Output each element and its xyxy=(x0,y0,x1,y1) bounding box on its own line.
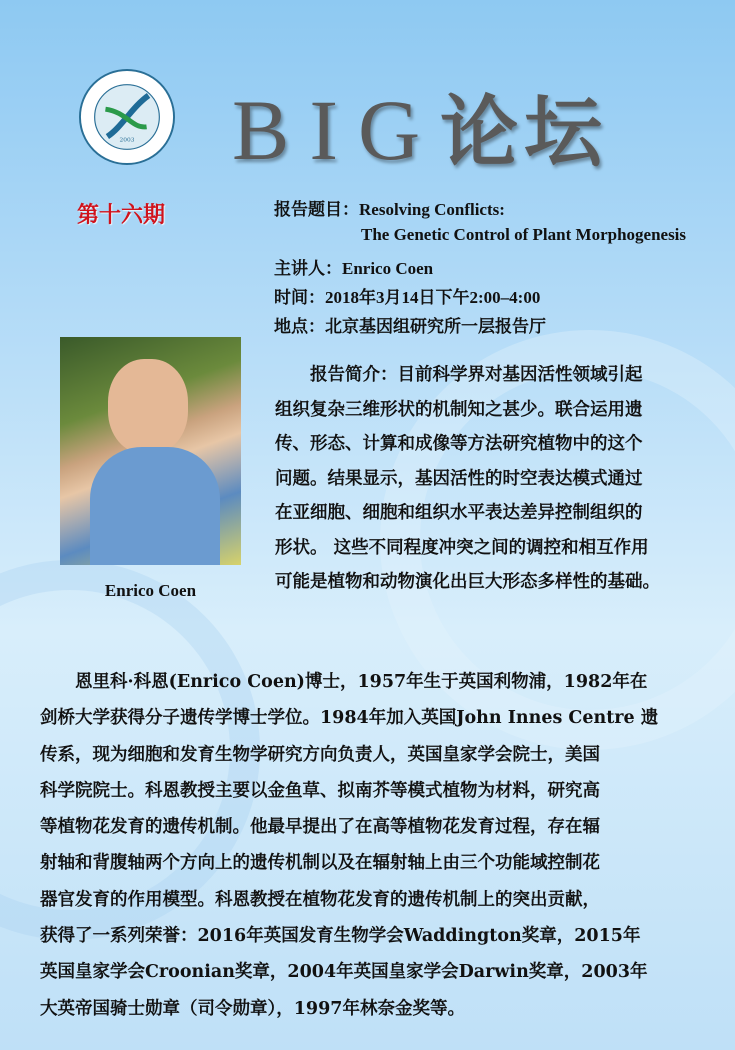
abstract-line: 可能是植物和动物演化出巨大形态多样性的基础。 xyxy=(275,572,660,592)
speaker-label: 主讲人： xyxy=(274,259,342,278)
abstract-line: 传、形态、计算和成像等方法研究植物中的这个 xyxy=(275,434,643,454)
bio-line: 等植物花发育的遗传机制。他最早提出了在高等植物花发育过程，存在辐 xyxy=(40,817,600,838)
speaker-photo xyxy=(60,337,241,565)
bio-line: 英国皇家学会Croonian奖章，2004年英国皇家学会Darwin奖章，2003年 xyxy=(40,962,648,983)
title-latin: BIG xyxy=(232,82,441,178)
abstract-line: 报告简介：目前科学界对基因活性领域引起 xyxy=(275,365,643,385)
topic-line2: The Genetic Control of Plant Morphogenesis xyxy=(361,225,687,244)
bio-line: 剑桥大学获得分子遗传学博士学位。1984年加入英国John Innes Centre 遗 xyxy=(40,708,659,729)
time-value: 2018年3月14日下午2:00–4:00 xyxy=(325,288,541,307)
logo-year: 2003 xyxy=(119,137,135,144)
title-cn: 论坛 xyxy=(440,88,609,178)
bio-line: 射轴和背腹轴两个方向上的遗传机制以及在辐射轴上由三个功能域控制花 xyxy=(40,853,600,874)
abstract-line: 形状。 这些不同程度冲突之间的调控和相互作用 xyxy=(275,537,649,558)
place-row xyxy=(274,312,546,337)
speaker-row xyxy=(274,254,433,279)
place-label: 地点： xyxy=(274,317,325,336)
institute-logo xyxy=(78,68,176,166)
topic-label: 报告题目： xyxy=(274,200,359,219)
bio-line: 恩里科·科恩(Enrico Coen)博士，1957年生于英国利物浦，1982年在 xyxy=(40,672,648,692)
issue-number: 第十六期 xyxy=(77,203,166,228)
photo-caption: Enrico Coen xyxy=(104,581,197,600)
bio-line: 传系，现为细胞和发育生物学研究方向负责人，英国皇家学会院士，美国 xyxy=(40,744,600,765)
time-row xyxy=(274,283,540,308)
abstract xyxy=(275,358,695,600)
shirt-shape xyxy=(90,447,220,565)
abstract-line: 组织复杂三维形状的机制知之甚少。联合运用遗 xyxy=(275,399,643,420)
abstract-line: 问题。结果显示，基因活性的时空表达模式通过 xyxy=(275,468,643,489)
time-label: 时间： xyxy=(274,288,325,307)
bio-line: 器官发育的作用模型。科恩教授在植物花发育的遗传机制上的突出贡献， xyxy=(40,889,600,910)
page-title xyxy=(232,70,608,182)
speaker-bio xyxy=(40,664,700,1027)
abstract-line: 在亚细胞、细胞和组织水平表达差异控制组织的 xyxy=(275,503,643,523)
topic-line1: Resolving Conflicts: xyxy=(359,200,505,219)
face-shape xyxy=(108,359,188,454)
bio-line: 科学院院士。科恩教授主要以金鱼草、拟南芥等模式植物为材料，研究高 xyxy=(40,780,600,801)
bio-line: 获得了一系列荣誉：2016年英国发育生物学会Waddington奖章，2015年 xyxy=(40,926,641,947)
topic-row xyxy=(274,195,505,220)
speaker-name: Enrico Coen xyxy=(342,259,434,278)
place-value: 北京基因组研究所一层报告厅 xyxy=(325,317,546,336)
bio-line: 大英帝国骑士勋章（司令勋章），1997年林奈金奖等。 xyxy=(40,998,465,1019)
